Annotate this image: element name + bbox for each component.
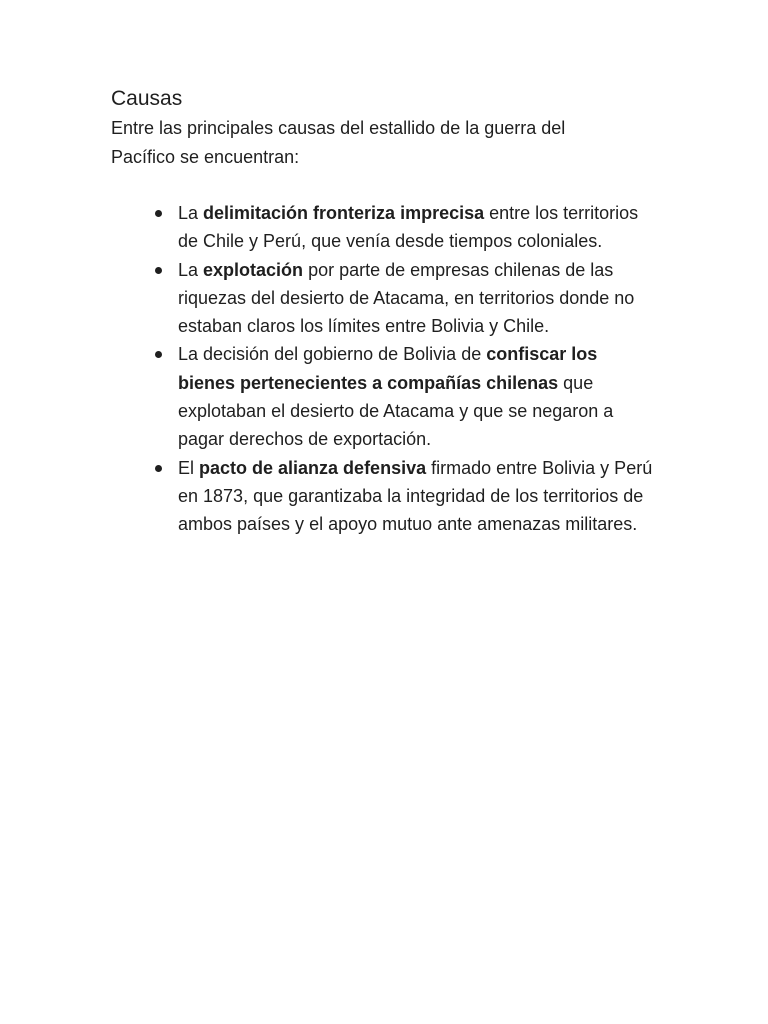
document-content — [111, 84, 671, 539]
list-item-text-post: entre los territorios de Chile y Perú, que venía desde tiempos coloniales. — [178, 203, 639, 252]
bullet-icon — [155, 351, 162, 358]
list-item — [111, 199, 658, 256]
causes-list — [111, 199, 671, 539]
list-item-text-pre: La decisión del gobierno de Bolivia de — [178, 344, 487, 365]
paragraph-spacer — [111, 171, 671, 199]
bullet-icon — [155, 267, 162, 274]
list-item-text-pre: La — [178, 203, 204, 223]
list-item-text-bold: pacto de alianza defensiva — [199, 457, 427, 478]
list-item-text-bold: explotación — [203, 259, 304, 280]
list-item — [111, 454, 658, 539]
intro-paragraph: Entre las principales causas del estallido de la guerra del Pacífico se encuentran: — [111, 118, 566, 167]
bullet-icon — [155, 210, 162, 217]
list-item — [111, 340, 658, 453]
section-heading: Causas — [111, 87, 183, 110]
bullet-icon — [155, 465, 162, 472]
list-item-text-bold: confiscar los bienes pertenecientes a compañías chilenas — [178, 344, 598, 393]
list-item-text-bold: delimitación fronteriza imprecisa — [203, 203, 485, 223]
list-item-text-post: por parte de empresas chilenas de las riquezas del desierto de Atacama, en territorios donde no estaban claros los límites entre Bolivia y Chile. — [178, 259, 635, 337]
list-item-text-pre: La — [178, 259, 204, 280]
list-item-text-pre: El — [178, 457, 200, 478]
list-item-text-post: que explotaban el desierto de Atacama y que se negaron a pagar derechos de exportación. — [178, 372, 614, 450]
list-item-text-post: firmado entre Bolivia y Perú en 1873, que garantizaba la integridad de los territorios de ambos países y el apoyo mutuo ante amenazas militares. — [178, 457, 653, 535]
list-item — [111, 256, 658, 341]
